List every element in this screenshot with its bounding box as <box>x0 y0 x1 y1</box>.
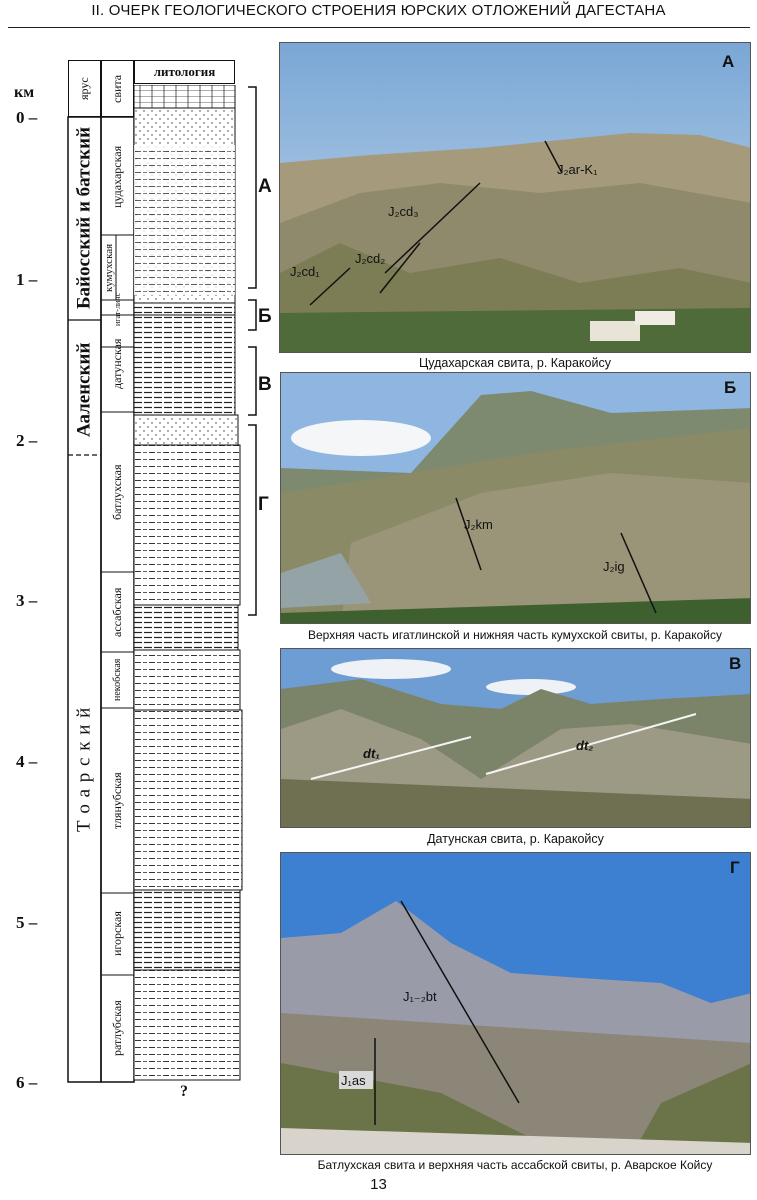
depth-tick-2: 2 – <box>16 431 38 450</box>
page-number: 13 <box>370 1176 387 1193</box>
suite-batlukh: батлухская <box>110 464 124 520</box>
suite-header: свита <box>101 60 134 117</box>
suite-ratlub: ратлубская <box>110 1000 124 1057</box>
label-j2cd2: J₂cd₂ <box>355 251 386 266</box>
photo-v-caption: Датунская свита, р. Каракойсу <box>427 832 604 846</box>
depth-tick-3: 3 – <box>16 591 38 610</box>
lithology-header: литология <box>134 60 235 84</box>
depth-tick-6: 6 – <box>16 1073 38 1092</box>
header-rule <box>8 27 750 28</box>
photo-g-letter: Г <box>730 858 740 877</box>
depth-unit-label: км <box>14 84 35 101</box>
suite-assab: ассабская <box>110 587 124 637</box>
photo-b-caption: Верхняя часть игатлинской и нижняя часть кумухской свиты, р. Каракойсу <box>307 628 722 642</box>
lithology-column <box>134 85 254 1085</box>
label-j2ig: J₂ig <box>603 559 625 574</box>
stage-bajocian-bathonian: Байосский и батский <box>73 127 95 310</box>
depth-tick-1: 1 – <box>16 270 38 289</box>
photo-v-letter: В <box>729 654 742 673</box>
label-j2km: J₂km <box>464 517 493 532</box>
suite-nekob: некобская <box>112 658 123 702</box>
stage-aalenian: Ааленский <box>73 342 95 437</box>
photo-a-letter: А <box>722 52 735 71</box>
depth-tick-4: 4 – <box>16 752 38 771</box>
label-j1as: J₁as <box>341 1073 366 1088</box>
label-j2cd3: J₂cd₃ <box>388 204 419 219</box>
stage-toarcian: Т о а р с к и й <box>73 706 95 833</box>
suite-tlyanub: тлянубская <box>110 772 124 829</box>
bracket-label-g: Г <box>258 494 269 515</box>
bottom-uncertain-mark: ? <box>180 1083 188 1100</box>
suite-kumukh: кумухская <box>103 243 115 293</box>
photo-g <box>280 852 751 1155</box>
suite-tsudakhar: цудахарская <box>110 145 124 209</box>
suite-datun: датунская <box>110 338 124 389</box>
suite-igatlin: игат-линс <box>113 292 122 326</box>
bracket-label-v: В <box>258 374 272 395</box>
depth-tick-0: 0 – <box>16 108 38 127</box>
label-j2ar-k1: J₂ar-K₁ <box>557 162 598 177</box>
running-header: II. ОЧЕРК ГЕОЛОГИЧЕСКОГО СТРОЕНИЯ ЮРСКИХ ОТЛОЖЕНИЙ ДАГЕСТАНА <box>91 2 666 19</box>
bracket-label-a: А <box>258 176 272 197</box>
photo-brackets <box>240 85 270 625</box>
photo-b <box>280 372 751 624</box>
photo-b-letter: Б <box>724 378 737 397</box>
suite-igor: игорская <box>110 911 124 957</box>
label-j1-2bt: J₁₋₂bt <box>403 989 437 1004</box>
photo-a-caption: Цудахарская свита, р. Каракойсу <box>419 356 611 370</box>
label-dt2: dt₂ <box>576 738 594 753</box>
label-dt1: dt₁ <box>363 746 380 761</box>
photo-g-caption: Батлухская свита и верхняя часть ассабской свиты, р. Аварское Койсу <box>317 1158 713 1172</box>
label-j2cd1: J₂cd₁ <box>290 264 320 279</box>
photo-v <box>280 648 751 828</box>
photo-a <box>279 42 751 353</box>
bracket-label-b: Б <box>258 306 272 327</box>
stage-header: ярус <box>68 60 101 117</box>
depth-tick-5: 5 – <box>16 913 38 932</box>
